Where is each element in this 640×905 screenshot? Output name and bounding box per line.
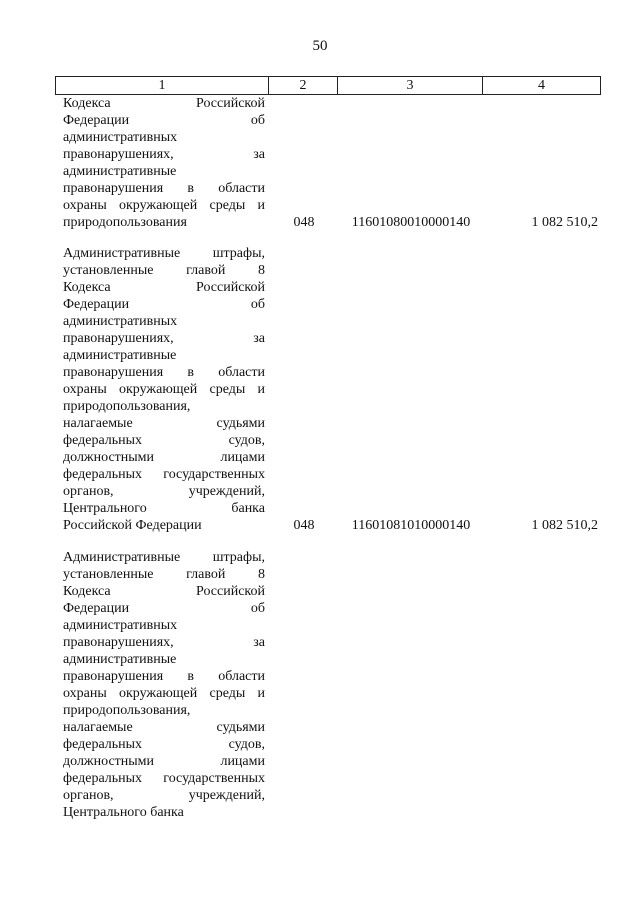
description-line: Кодекса Российской — [63, 280, 265, 295]
description-line: Кодекса Российской — [63, 96, 265, 111]
description-line: охраны окружающей среды и — [63, 382, 265, 397]
description-line: установленные главой 8 — [63, 263, 265, 278]
description-line: правонарушениях, за — [63, 331, 265, 346]
header-col-1: 1 — [56, 77, 269, 95]
description-line: Федерации об — [63, 297, 265, 312]
description-line: административных — [63, 314, 178, 329]
description-line: административных — [63, 130, 178, 145]
description-line: Центрального банка — [63, 805, 184, 820]
description-line: природопользования — [63, 215, 187, 230]
admin-code: 048 — [293, 215, 315, 230]
description-line: Кодекса Российской — [63, 584, 265, 599]
description-line: охраны окружающей среды и — [63, 198, 265, 213]
description-line: Центрального банка — [63, 501, 265, 516]
description-line: федеральных государственных — [63, 771, 265, 786]
description-line: должностными лицами — [63, 450, 265, 465]
header-col-3: 3 — [338, 77, 483, 95]
header-col-2: 2 — [269, 77, 338, 95]
description-line: органов, учреждений, — [63, 788, 265, 803]
description-line: правонарушениях, за — [63, 635, 265, 650]
description-line: природопользования, — [63, 703, 191, 718]
description-line: охраны окружающей среды и — [63, 686, 265, 701]
budget-class-code: 11601080010000140 — [351, 215, 471, 230]
description-line: административные — [63, 164, 177, 179]
description-line: федеральных государственных — [63, 467, 265, 482]
description-line: правонарушения в области — [63, 365, 265, 380]
description-line: правонарушения в области — [63, 181, 265, 196]
description-line: органов, учреждений, — [63, 484, 265, 499]
description-line: правонарушениях, за — [63, 147, 265, 162]
description-line: Российской Федерации — [63, 518, 202, 533]
description-line: правонарушения в области — [63, 669, 265, 684]
description-line: Федерации об — [63, 113, 265, 128]
description-line: федеральных судов, — [63, 737, 265, 752]
description-line: Федерации об — [63, 601, 265, 616]
description-line: Административные штрафы, — [63, 550, 265, 565]
description-line: налагаемые судьями — [63, 416, 265, 431]
description-line: Административные штрафы, — [63, 246, 265, 261]
page-number: 50 — [312, 38, 328, 54]
description-line: должностными лицами — [63, 754, 265, 769]
description-line: природопользования, — [63, 399, 191, 414]
description-line: административные — [63, 652, 177, 667]
budget-class-code: 11601081010000140 — [351, 518, 471, 533]
description-line: административных — [63, 618, 178, 633]
description-line: федеральных судов, — [63, 433, 265, 448]
header-col-4: 4 — [483, 77, 601, 95]
header-row — [56, 77, 601, 95]
description-line: установленные главой 8 — [63, 567, 265, 582]
description-line: налагаемые судьями — [63, 720, 265, 735]
row-description — [63, 95, 265, 231]
row-description — [63, 549, 265, 821]
table-header — [55, 76, 601, 95]
amount: 1 082 510,2 — [531, 215, 598, 230]
amount: 1 082 510,2 — [531, 518, 598, 533]
description-line: административные — [63, 348, 177, 363]
admin-code: 048 — [293, 518, 315, 533]
row-description — [63, 245, 265, 534]
